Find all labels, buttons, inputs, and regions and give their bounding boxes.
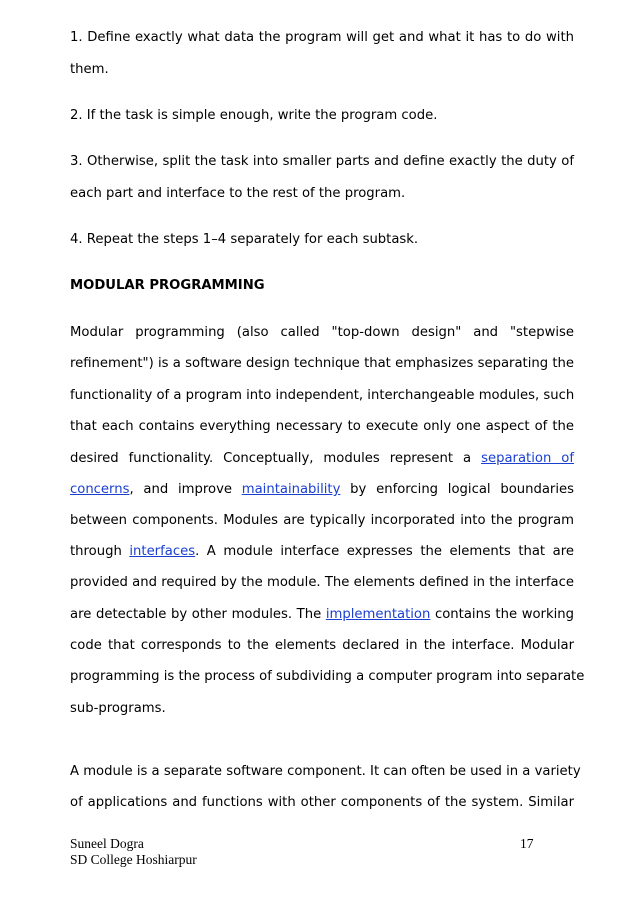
paragraph-text: desired functionality. Conceptually, modules represent a: [70, 451, 482, 466]
paragraph-line: code that corresponds to the elements declared in the interface. Modular: [70, 638, 574, 653]
paragraph-line: A module is a separate software component. It can often be used in a variety: [70, 764, 581, 779]
paragraph-text: through: [70, 544, 130, 559]
paragraph-text: contains the working: [430, 607, 574, 622]
list-item-3-line-2: each part and interface to the rest of the program.: [70, 186, 406, 201]
paragraph-line: of applications and functions with other components of the system. Similar: [70, 795, 574, 810]
list-item-3-line-1: 3. Otherwise, split the task into smaller parts and define exactly the duty of: [70, 154, 574, 169]
paragraph-text: by enforcing logical boundaries: [340, 482, 575, 497]
link-interfaces[interactable]: interfaces: [129, 544, 196, 559]
footer-college: SD College Hoshiarpur: [70, 852, 197, 867]
paragraph-line: that each contains everything necessary to execute only one aspect of the: [70, 419, 574, 434]
paragraph-text: . A module interface expresses the elements that are: [195, 544, 574, 559]
link-separation-of-concerns-cont[interactable]: concerns: [70, 482, 130, 497]
list-item-1-line-1: 1. Define exactly what data the program will get and what it has to do with: [70, 30, 574, 45]
paragraph-line: Modular programming (also called "top-down design" and "stepwise: [70, 325, 574, 340]
list-item-4: 4. Repeat the steps 1–4 separately for each subtask.: [70, 232, 419, 247]
paragraph-line: refinement") is a software design technique that emphasizes separating the: [70, 356, 574, 371]
paragraph-text: , and improve: [129, 482, 242, 497]
paragraph-line: provided and required by the module. The elements defined in the interface: [70, 575, 574, 590]
footer-author: Suneel Dogra: [70, 836, 144, 851]
paragraph-line: programming is the process of subdividing a computer program into separate: [70, 669, 585, 684]
paragraph-text: are detectable by other modules. The: [70, 607, 326, 622]
paragraph-line: sub-programs.: [70, 701, 166, 716]
paragraph-line: [70, 606, 574, 624]
paragraph-line: [70, 450, 574, 468]
link-separation-of-concerns[interactable]: separation of: [481, 451, 574, 466]
page-number: 17: [520, 836, 534, 851]
link-implementation[interactable]: implementation: [325, 607, 431, 622]
paragraph-line: functionality of a program into independent, interchangeable modules, such: [70, 388, 575, 403]
section-heading: MODULAR PROGRAMMING: [70, 278, 265, 293]
paragraph-line: [70, 543, 574, 561]
paragraph-line: [70, 481, 574, 499]
list-item-1-line-2: them.: [70, 62, 109, 77]
link-maintainability[interactable]: maintainability: [241, 482, 341, 497]
list-item-2: 2. If the task is simple enough, write the program code.: [70, 108, 438, 123]
paragraph-line: between components. Modules are typically incorporated into the program: [70, 513, 574, 528]
